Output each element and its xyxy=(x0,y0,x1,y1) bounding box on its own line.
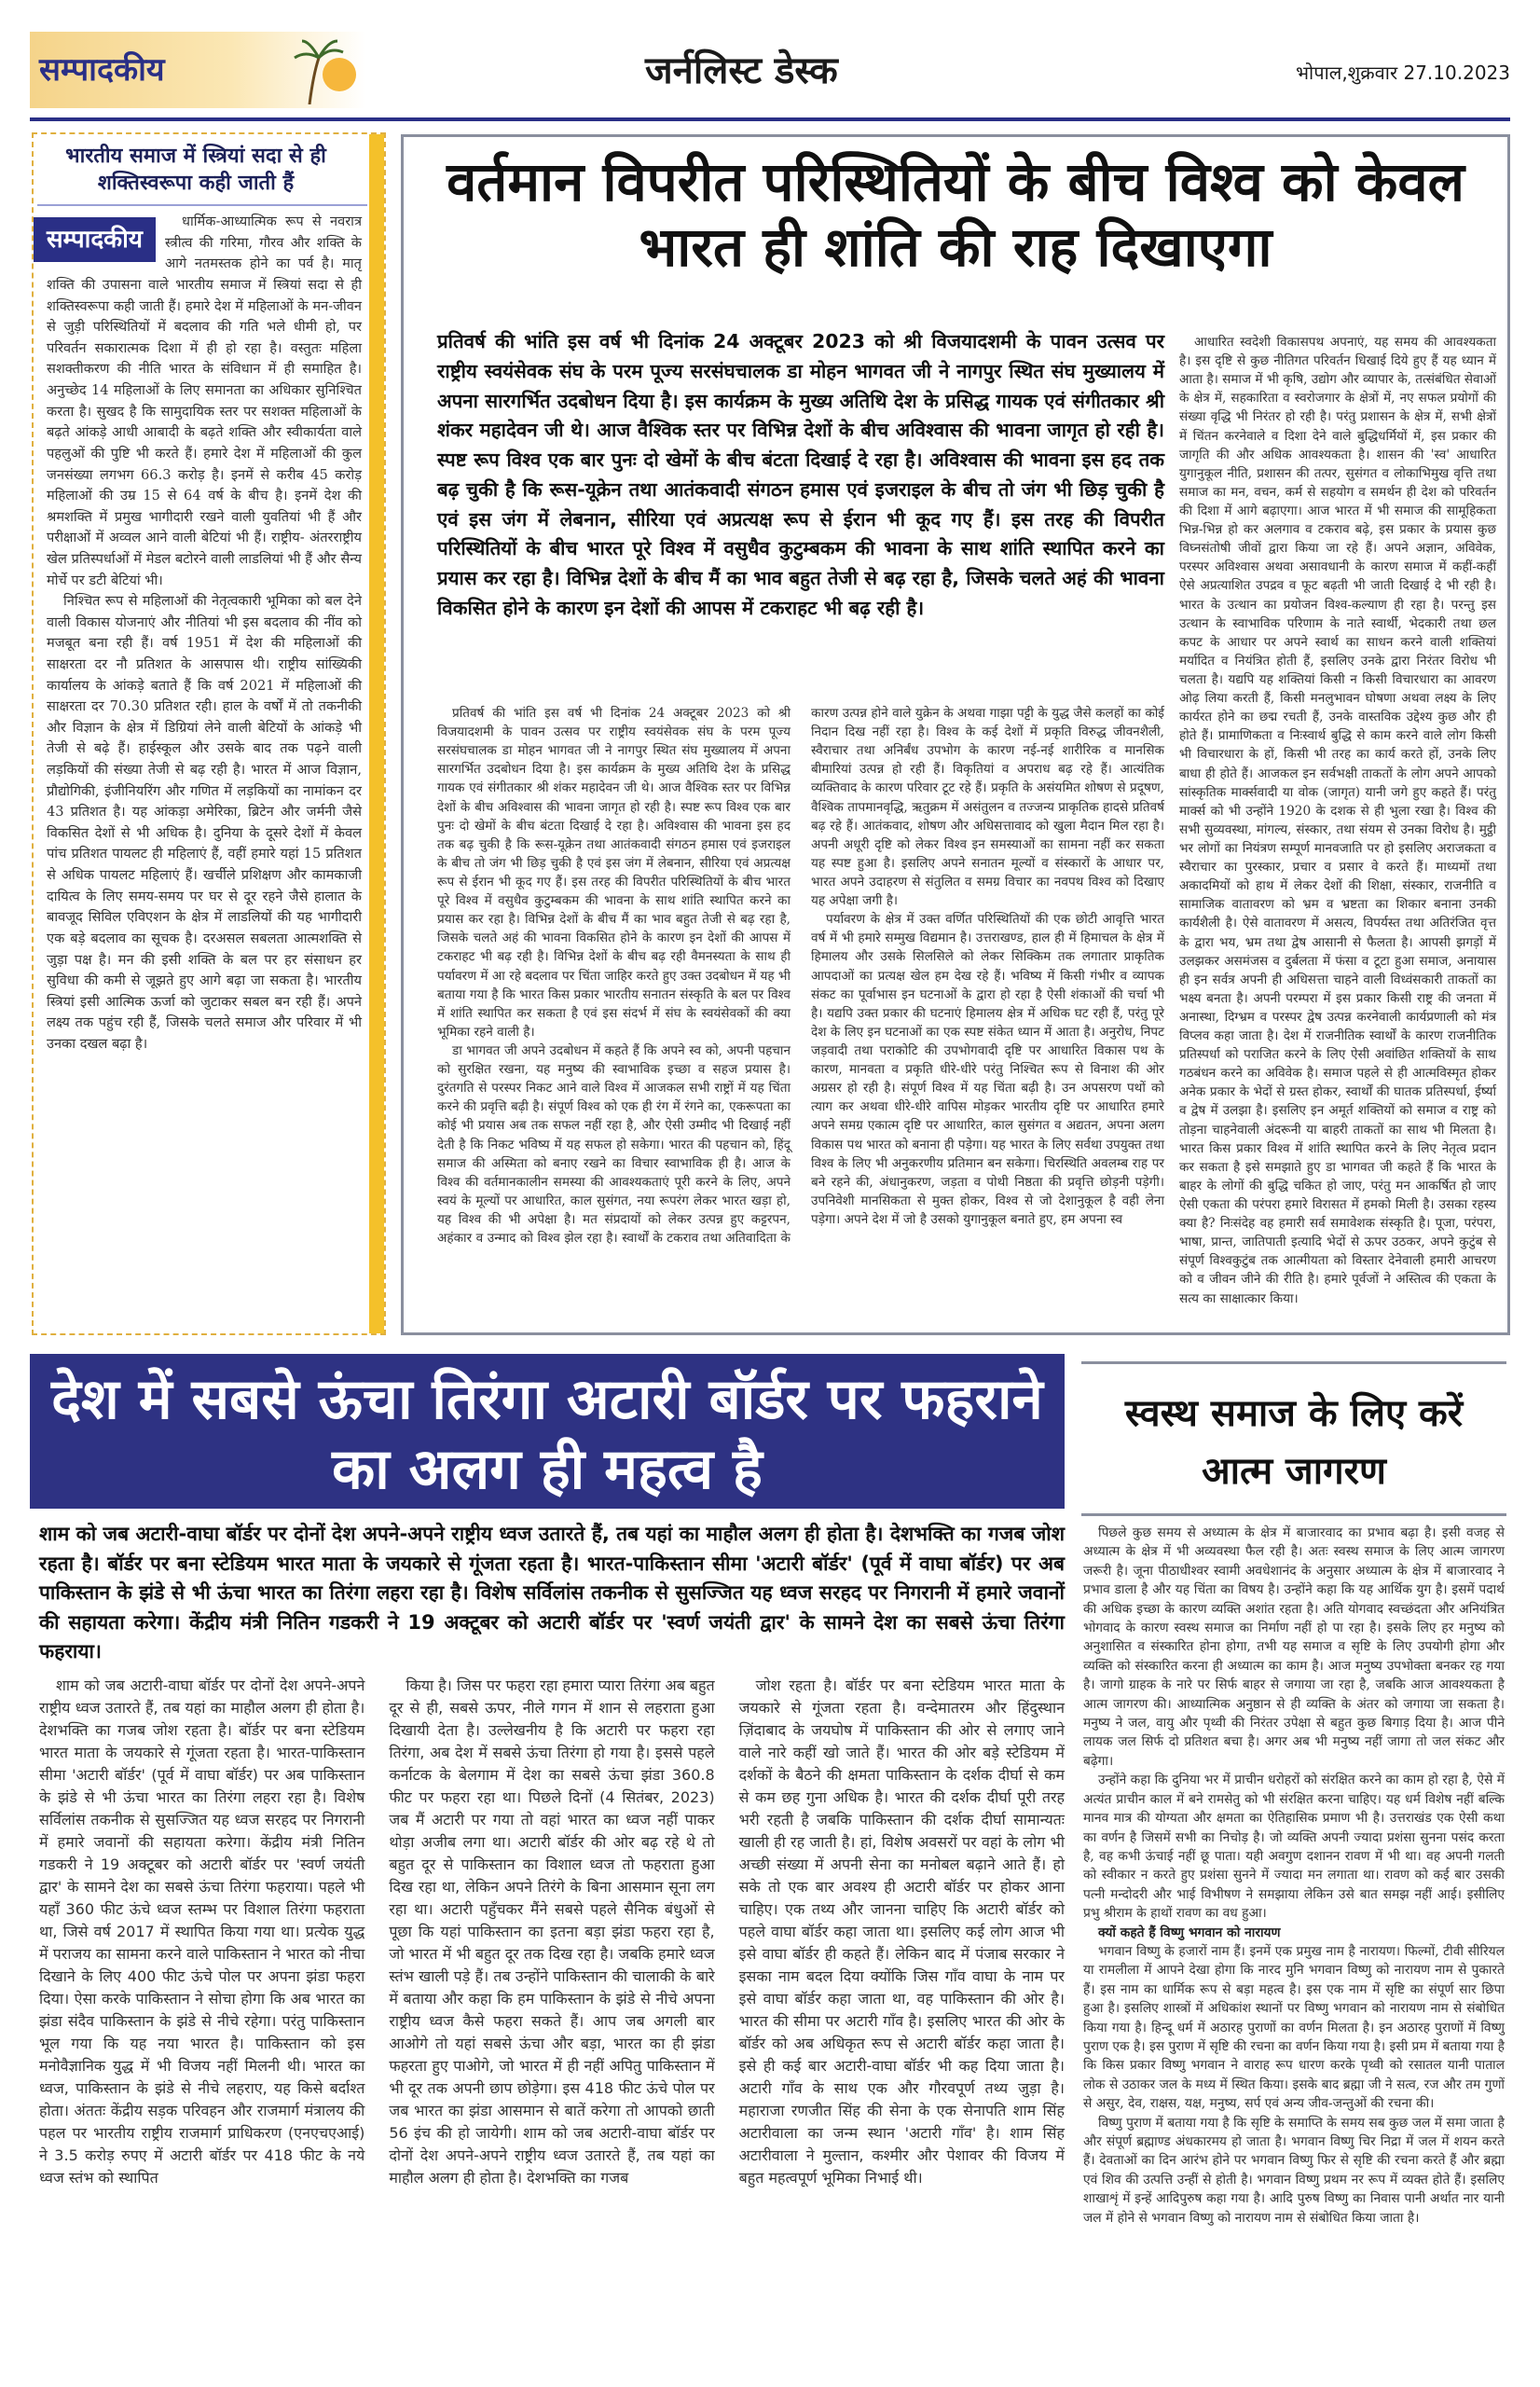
sidebar-headline: भारतीय समाज में स्त्रियां सदा से ही शक्तिस्वरूपा कही जाती हैं xyxy=(37,134,367,206)
main-headline: वर्तमान विपरीत परिस्थितियों के बीच विश्व को केवल भारत ही शांति की राह दिखाएगा xyxy=(447,150,1464,279)
section-label: सम्पादकीय xyxy=(39,51,165,89)
main-paragraph: पर्यावरण के क्षेत्र में उक्त वर्णित परिस्थितियों की एक छोटी आवृत्ति भारत वर्ष में भी हमारे सम्मुख विद्यमान है। उत्तराखण्ड, हाल ही में हिमाचल के क्षेत्र में हिमालय और उसके सिलसिले को लेकर सिक्किम तक लगातार प्राकृतिक आपदाओं का प्रत्यक्ष खेल हम देख रहे हैं। भविष्य में किसी गंभीर व व्यापक संकट का पूर्वाभास इन घटनाओं के द्वारा हो रहा है ऐसी शंकाओं की चर्चा भी है। यद्यपि उक्त प्रकार की घटनाएं हिमालय क्षेत्र में अधिक घट रही हैं, परंतु पूरे देश के लिए इन घटनाओं का एक स्पष्ट संकेत ध्यान में आता है। अनुरोध, निपट जड़वादी तथा पराकोटि की उपभोगवादी दृष्टि पर आधारित विकास पथ के कारण, मानवता व प्रकृति धीरे-धीरे परंतु निश्चित रूप से विनाश की ओर अग्रसर हो रही है। संपूर्ण विश्व में यह चिंता बढ़ी है। उन अपसरण पथों को त्याग कर अथवा धीरे-धीरे वापिस मोड़कर भारतीय दृष्टि पर आधारित हमारे अपने समग्र एकात्म दृष्टि पर आधारित, काल सुसंगत व अद्यतन, अपना अलग विकास पथ भारत को बनाना ही पड़ेगा। यह भारत के लिए सर्वथा उपयुक्त तथा विश्व के लिए भी अनुकरणीय प्रतिमान बन सकेगा। चिरस्थिति अवलम्ब राह पर बने रहने की, अंधानुकरण, जड़ता व पोथी निष्ठता की प्रवृत्ति छोड़नी पड़ेगी। उपनिवेशी मानसिकता से मुक्त होकर, विश्व से जो देशानुकूल है वही लेना पड़ेगा। अपने देश में जो है उसको युगानुकूल बनाते हुए, हम अपना स्व xyxy=(811,912,1164,1227)
sidebar-stripe xyxy=(369,134,384,1333)
desk-title: जर्नलिस्ट डेस्क xyxy=(645,49,838,92)
health-paragraph: विष्णु पुराण में बताया गया है कि सृष्टि के समाप्ति के समय सब कुछ जल में समा जाता है और संपूर्ण ब्रह्माण्ड अंधकारमय हो जाता है। भगवान विष्णु चिर निद्रा में जल में शयन करते हैं। देवताओं का दिन आरंभ होने पर भगवान विष्णु फिर से सृष्टि की रचना करते हैं और ब्रह्मा एवं शिव की उत्पत्ति उन्हीं से होती है। भगवान विष्णु प्रथम नर रूप में व्यक्त होते हैं। इसलिए शाखाशृं में इन्हें आदिपुरुष कहा गया है। आदि पुरुष विष्णु का निवास पानी अर्थात नार यानी जल में होने से भगवान विष्णु को नारायण नाम से संबोधित किया जाता है। xyxy=(1083,2115,1505,2226)
health-article xyxy=(1078,1361,1510,2365)
dateline: भोपाल,शुक्रवार 27.10.2023 xyxy=(1295,62,1510,84)
main-body-columns xyxy=(437,704,1164,1329)
section-banner xyxy=(30,32,365,108)
main-article xyxy=(401,134,1510,1335)
palm-tree-icon xyxy=(282,37,365,104)
health-paragraph: पिछले कुछ समय से अध्यात्म के क्षेत्र में बाजारवाद का प्रभाव बढ़ा है। इसी वजह से अध्यात्म के क्षेत्र में भी अव्यवस्था फैल रही है। अतः स्वस्थ समाज के लिए आत्म जागरण जरूरी है। जूना पीठाधीश्वर स्वामी अवधेशानंद के अनुसार अध्यात्म के क्षेत्र में बाजारवाद ने प्रभाव डाला है और यह चिंता का विषय है। उन्होंने कहा कि यह आर्थिक युग है। इसमें पदार्थ की अधिक इच्छा के कारण व्यक्ति अशांत रहता है। अति योगवाद स्वच्छंदता और अनियंत्रित भोगवाद के कारण स्वस्थ समाज का निर्माण नहीं हो पा रहा है। इसके लिए हर मनुष्य को अनुशासित व संस्कारित होना होगा, तभी यह समाज व सृष्टि के लिए उपयोगी होगा और व्यक्ति को संस्कारित करना ही अध्यात्म का काम है। आज मनुष्य उपभोक्ता बनकर रह गया है। जागो ग्राहक के नारे पर सिर्फ बाहर से जगाया जा रहा है, जबकि आज आवश्यकता है आत्म जागरण की। आध्यात्मिक अनुष्ठान से ही व्यक्ति के अंतर को जगाया जा सकता है। मनुष्य ने जल, वायु और पृथ्वी की निरंतर उपेक्षा से बहुत कुछ बिगाड़ दिया है। आज पीने लायक जल सिर्फ दो प्रतिशत बचा है। अगर अब भी मनुष्य नहीं जागा तो जल संकट और बढ़ेगा। xyxy=(1083,1525,1505,1769)
health-subheading: क्यों कहते हैं विष्णु भगवान को नारायण xyxy=(1098,1925,1281,1940)
masthead-rule xyxy=(30,117,1510,121)
masthead xyxy=(30,32,1510,129)
health-body xyxy=(1078,1516,1510,2228)
main-right-column xyxy=(1179,333,1496,1308)
health-paragraph: उन्होंने कहा कि दुनिया भर में प्राचीन धरोहरों को संरक्षित करने का काम हो रहा है, ऐसे में अत्यंत प्राचीन काल में बने रामसेतु को भी संरक्षित करना चाहिए। यह धर्म विशेष नहीं बल्कि मानव मात्र की योग्यता और क्षमता का ऐतिहासिक प्रमाण भी है। उत्तराखंड एक ऐसी कथा का वर्णन है जिसमें सभी का निचोड़ है। जो व्यक्ति अपनी ज्यादा प्रशंसा सुनना पसंद करता है, वह कभी ऊंचाई नहीं छू पाता। यही अवगुण दशानन रावण में भी था। वह अपनी गलती को स्वीकार न करते हुए प्रशंसा सुनने में ज्यादा मन लगाता था। रावण को कई बार उसकी पत्नी मन्दोदरी और भाई विभीषण ने समझाया लेकिन उसे बात समझ नहीं आई। इसीलिए प्रभु श्रीराम के हाथों रावण का वध हुआ। xyxy=(1083,1773,1505,1922)
editorial-badge: सम्पादकीय xyxy=(34,217,156,262)
sidebar-paragraph: धार्मिक-आध्यात्मिक रूप से नवरात्र स्त्रीत्व की गरिमा, गौरव और शक्ति के आगे नतमस्तक होने का पर्व है। मातृ शक्ति की उपासना वाले भारतीय समाज में स्त्रियां सदा से ही शक्तिस्वरूपा कही जाती हैं। हमारे देश में महिलाओं के मन-जीवन से जुड़ी परिस्थितियों में बदलाव की गति भले धीमी हो, पर परिवर्तन सकारात्मक दिशा में ही हो रहा है। वस्तुतः महिला सशक्तीकरण की नीति भारत के संविधान में ही समाहित है। अनुच्छेद 14 महिलाओं के लिए समानता का अधिकार सुनिश्चित करता है। सुखद है कि सामुदायिक स्तर पर सशक्त महिलाओं के बढ़ते आंकड़े आधी आबादी के बढ़ते शक्ति और स्वीकार्यता वाले पहलुओं की पुष्टि भी करते हैं। हमारे देश में महिलाओं की कुल जनसंख्या लगभग 66.3 करोड़ है। इनमें से करीब 45 करोड़ महिलाओं की उम्र 15 से 64 वर्ष के बीच है। इनमें देश की श्रमशक्ति में प्रमुख भागीदारी रखने वाली युवतियां भी हैं और परीक्षाओं में अव्वल आने वाली बेटियां भी हैं। राष्ट्रीय- अंतरराष्ट्रीय खेल प्रतिस्पर्धाओं में मेडल बटोरने वाली लाडलियां भी हैं और सैन्य मोर्चे पर डटी बेटियां भी। xyxy=(47,214,362,588)
tiranga-headline: देश में सबसे ऊंचा तिरंगा अटारी बॉर्डर पर फहराने का अलग ही महत्व है xyxy=(51,1367,1043,1502)
health-paragraph: भगवान विष्णु के हजारों नाम हैं। इनमें एक प्रमुख नाम है नारायण। फिल्मों, टीवी सीरियल या रामलीला में आपने देखा होगा कि नारद मुनि भगवान विष्णु को नारायण नाम से पुकारते हैं। इस नाम का धार्मिक रूप से बड़ा महत्व है। इस एक नाम में सृष्टि का संपूर्ण सार छिपा हुआ है। इसलिए शास्त्रों में अधिकांश स्थानों पर विष्णु भगवान को नारायण नाम से संबोधित किया गया है। हिन्दू धर्म में अठारह पुराणों का वर्णन मिलता है। इन अठारह पुराणों में विष्णु पुराण एक है। इस पुराण में सृष्टि की रचना का वर्णन किया गया है। इसी प्रम में बताया गया है कि किस प्रकार विष्णु भगवान ने वाराह रूप धारण करके पृथ्वी को रसातल यानी पाताल लोक से उठाकर जल के मध्य में स्थित किया। इसके बाद ब्रह्मा जी ने सत्व, रज और तम गुणों से असुर, देव, राक्षस, यक्ष, मनुष्य, सर्प एवं अन्य जीव-जन्तुओं की रचना की। xyxy=(1083,1943,1505,2112)
main-paragraph: प्रतिवर्ष की भांति इस वर्ष भी दिनांक 24 अक्टूबर 2023 को श्री विजयादशमी के पावन उत्सव पर राष्ट्रीय स्वयंसेवक संघ के परम पूज्य सरसंघचालक डा मोहन भागवत जी ने नागपुर स्थित संघ मुख्यालय में अपना सारगर्भित उदबोधन दिया है। इस कार्यक्रम के मुख्य अतिथि देश के प्रसिद्ध गायक एवं संगीतकार श्री शंकर महादेवन जी थे। आज वैश्विक स्तर पर विभिन्न देशों के बीच अविश्वास की भावना जागृत हो रही है। स्पष्ट रूप विश्व एक बार पुनः दो खेमों के बीच बंटता दिखाई दे रहा है। अविश्वास की भावना इस हद तक बढ़ चुकी है कि रूस-यूक्रेन तथा आतंकवादी संगठन हमास एवं इजराइल के बीच तो जंग भी छिड़ चुकी है एवं इस जंग में लेबनान, सीरिया एवं अप्रत्यक्ष रूप से ईरान भी कूद गए हैं। इस तरह की विपरीत परिस्थितियों के बीच भारत पूरे विश्व में वसुधैव कुटुम्बकम की भावना के साथ शांति स्थापित करने का प्रयास कर रहा है। विभिन्न देशों के बीच मैं का भाव बहुत तेजी से बढ़ रहा है, जिसके चलते अहं की भावना विकसित होने के कारण इन देशों की आपस में टकराहट भी बढ़ रही है। विभिन्न देशों के बीच बढ़ रही वैमनस्यता के साथ ही पर्यावरण में आ रहे बदलाव पर चिंता जाहिर करते हुए उक्त उदबोधन में यह भी बताया गया है कि भारत किस प्रकार भारतीय सनातन संस्कृति के बल पर विश्व में शांति स्थापित कर सकता है एवं इस संदर्भ में संघ के स्वयंसेवकों की क्या भूमिका रहने वाली है। xyxy=(437,706,791,1040)
main-lead: प्रतिवर्ष की भांति इस वर्ष भी दिनांक 24 अक्टूबर 2023 को श्री विजयादशमी के पावन उत्सव पर राष्ट्रीय स्वयंसेवक संघ के परम पूज्य सरसंघचालक डा मोहन भागवत जी ने नागपुर स्थित संघ मुख्यालय में अपना सारगर्भित उदबोधन दिया है। इस कार्यक्रम के मुख्य अतिथि देश के प्रसिद्ध गायक एवं संगीतकार श्री शंकर महादेवन जी थे। आज वैश्विक स्तर पर विभिन्न देशों के बीच अविश्वास की भावना जागृत हो रही है। स्पष्ट रूप विश्व एक बार पुनः दो खेमों के बीच बंटता दिखाई दे रहा है। अविश्वास की भावना इस हद तक बढ़ चुकी है कि रूस-यूक्रेन तथा आतंकवादी संगठन हमास एवं इजराइल के बीच तो जंग भी छिड़ चुकी है एवं इस जंग में लेबनान, सीरिया एवं अप्रत्यक्ष रूप से ईरान भी कूद गए हैं। इस तरह की विपरीत परिस्थितियों के बीच भारत पूरे विश्व में वसुधैव कुटुम्बकम की भावना के साथ शांति स्थापित करने का प्रयास कर रहा है। विभिन्न देशों के बीच मैं का भाव बहुत तेजी से बढ़ रहा है, जिसके चलते अहं की भावना विकसित होने के कारण इन देशों की आपस में टकराहट भी बढ़ रही है। xyxy=(437,330,1164,619)
tiranga-paragraph: किया है। जिस पर फहरा रहा हमारा प्यारा तिरंगा अब बहुत दूर से ही, सबसे ऊपर, नीले गगन में शान से लहराता हुआ दिखायी देता है। उल्लेखनीय है कि अटारी पर फहरा रहा तिरंगा, अब देश में सबसे ऊंचा तिरंगा हो गया है। इससे पहले कर्नाटक के बेलगाम में देश का सबसे ऊंचा झंडा 360.8 फीट पर फहरा रहा था। पिछले दिनों (4 सितंबर, 2023) जब मैं अटारी पर गया तो वहां भारत का ध्वज नहीं पाकर थोड़ा अजीब लगा था। अटारी बॉर्डर की ओर बढ़ रहे थे तो बहुत दूर से पाकिस्तान का विशाल ध्वज तो फहराता हुआ दिख रहा था, लेकिन अपने तिरंगे के बिना आसमान सूना लग रहा था। अटारी पहुँचकर मैंने सबसे पहले सैनिक बंधुओं से पूछा कि यहां पाकिस्तान का इतना बड़ा झंडा फहरा रहा है, जो भारत में भी बहुत दूर तक दिख रहा है। जबकि हमारे ध्वज स्तंभ खाली पड़े हैं। तब उन्होंने पाकिस्तान की चालाकी के बारे में बताया और कहा कि हम पाकिस्तान के झंडे से नीचे अपना राष्ट्रीय ध्वज कैसे फहरा सकते हैं। आप जब अगली बार आओगे तो यहां सबसे ऊंचा और बड़ा, भारत का ही झंडा फहरता हुए पाओगे, जो भारत में ही नहीं अपितु पाकिस्तान में भी दूर तक अपनी छाप छोड़ेगा। इस 418 फीट ऊंचे पोल पर जब भारत का झंडा आसमान से बातें करेगा तो आपको छाती 56 इंच की हो जायेगी। शाम को जब अटारी-वाघा बॉर्डर पर दोनों देश अपने-अपने राष्ट्रीय ध्वज उतारते हैं, तब यहां का माहौल अलग ही होता है। देशभक्ति का गजब xyxy=(389,1676,715,2187)
sidebar-editorial xyxy=(32,132,386,1335)
tiranga-lead: शाम को जब अटारी-वाघा बॉर्डर पर दोनों देश अपने-अपने राष्ट्रीय ध्वज उतारते हैं, तब यहां का माहौल अलग ही होता है। देशभक्ति का गजब जोश रहता है। बॉर्डर पर बना स्टेडियम भारत माता के जयकारे से गूंजता रहता है। भारत-पाकिस्तान सीमा 'अटारी बॉर्डर' (पूर्व में वाघा बॉर्डर) पर अब पाकिस्तान के झंडे से भी ऊंचा भारत का तिरंगा लहरा रहा है। विशेष सर्विलांस तकनीक से सुसज्जित यह ध्वज सरहद पर निगरानी में हमारे जवानों की सहायता करेगा। केंद्रीय मंत्री नितिन गडकरी ने 19 अक्टूबर को अटारी बॉर्डर पर 'स्वर्ण जयंती द्वार' के सामने देश का सबसे ऊंचा तिरंगा फहराया। xyxy=(39,1523,1065,1663)
tiranga-body-columns xyxy=(39,1675,1065,2355)
tiranga-paragraph: शाम को जब अटारी-वाघा बॉर्डर पर दोनों देश अपने-अपने राष्ट्रीय ध्वज उतारते हैं, तब यहां का माहौल अलग ही होता है। देशभक्ति का गजब जोश रहता है। बॉर्डर पर बना स्टेडियम भारत माता के जयकारे से गूंजता रहता है। भारत-पाकिस्तान सीमा 'अटारी बॉर्डर' (पूर्व में वाघा बॉर्डर) पर अब पाकिस्तान के झंडे से भी ऊंचा भारत का तिरंगा लहरा रहा है। विशेष सर्विलांस तकनीक से सुसज्जित यह ध्वज सरहद पर निगरानी में हमारे जवानों की सहायता करेगा। केंद्रीय मंत्री नितिन गडकरी ने 19 अक्टूबर को अटारी बॉर्डर पर 'स्वर्ण जयंती द्वार' के सामने देश का सबसे ऊंचा तिरंगा फहराया। पहले भी यहाँ 360 फीट ऊंचे ध्वज स्तम्भ पर विशाल तिरंगा फहराता था, जिसे वर्ष 2017 में स्थापित किया गया था। प्रत्येक युद्ध में पराजय का सामना करने वाले पाकिस्तान ने भारत को नीचा दिखाने के लिए 400 फीट ऊंचे पोल पर अपना झंडा फहरा दिया। ऐसा करके पाकिस्तान ने सोचा होगा कि अब भारत का झंडा संदैव पाकिस्तान के झंडे से नीचे रहेगा। परंतु पाकिस्तान भूल गया कि यह नया भारत है। पाकिस्तान को इस मनोवैज्ञानिक युद्ध में भी विजय नहीं मिलनी थी। भारत का ध्वज, पाकिस्तान के झंडे से नीचे लहराए, यह किसे बर्दाश्त होता। अंततः केंद्रीय सड़क परिवहन और राजमार्ग मंत्रालय की पहल पर भारतीय राष्ट्रीय राजमार्ग प्राधिकरण (एनएचएआई) ने 3.5 करोड़ रुपए में अटारी बॉर्डर पर 418 फीट के नये ध्वज स्तंभ को स्थापित xyxy=(39,1676,365,2187)
tiranga-headline-band xyxy=(30,1354,1065,1509)
main-paragraph: आधारित स्वदेशी विकासपथ अपनाएं, यह समय की आवश्यकता है। इस दृष्टि से कुछ नीतिगत परिवर्तन धिखाई दिये हुए हैं यह ध्यान में आता है। समाज में भी कृषि, उद्योग और व्यापार के, तत्संबंधित सेवाओं के क्षेत्र में, सहकारिता व स्वरोजगार के क्षेत्रों में, नए सफल प्रयोगों की संख्या वृद्धि भी निरंतर हो रही है। परंतु प्रशासन के क्षेत्र में, सभी क्षेत्रों में चिंतन करनेवाले व दिशा देने वाले बुद्धिधर्मियों में, इस प्रकार की जागृति की और अधिक आवश्यकता है। शासन की 'स्व' आधारित युगानुकूल नीति, प्रशासन की तत्पर, सुसंगत व लोकाभिमुख वृत्ति तथा समाज का मन, वचन, कर्म से सहयोग व समर्थन ही देश को परिवर्तन की दिशा में आगे बढ़ाएगा। आज भारत में भी समाज की सामूहिकता भिन्न-भिन्न हो कर अलगाव व टकराव बढ़े, इस प्रकार के प्रयास कुछ विघ्नसंतोषी जीवों द्वारा किया जा रहे हैं। अपने अज्ञान, अविवेक, परस्पर अविश्वास अथवा असावधानी के कारण समाज में कहीं-कहीं ऐसे अप्रत्याशित उपद्रव व फूट बढ़ती भी जाती दिखाई दे भी रही है। भारत के उत्थान का प्रयोजन विश्व-कल्याण ही रहा है। परन्तु इस उत्थान के स्वाभाविक परिणाम के नाते स्वार्थी, भेदकारी तथा छल कपट के आधार पर अपने स्वार्थ का साधन करने वाली शक्तियां मर्यादित व नियंत्रित होती हैं, इसलिए उनके द्वारा निरंतर विरोध भी चलता है। यद्यपि यह शक्तियां किसी न किसी विचारधारा का आवरण ओढ़ लिया करती हैं, किसी मनलुभावन घोषणा अथवा लक्ष्य के लिए कार्यरत होने का छद्म रचती हैं, उनके वास्तविक उद्देश्य कुछ और ही होते हैं। प्रामाणिकता व निःस्वार्थ बुद्धि से काम करने वाले लोग किसी भी विचारधारा के हों, किसी भी तरह का कार्य करते हों, उनके लिए बाधा ही होते हैं। आजकल इन सर्वभक्षी ताकतों के लोग अपने आपको सांस्कृतिक मार्क्सवादी या वोक (जागृत) यानी जगे हुए कहते हैं। परंतु मार्क्स को भी उन्होंने 1920 के दशक से ही भुला रखा है। विश्व की सभी सुव्यवस्था, मांगल्य, संस्कार, तथा संयम से उनका विरोध है। मुट्ठी भर लोगों का नियंत्रण सम्पूर्ण मानवजाति पर हो इसलिए अराजकता व स्वैराचार का पुरस्कार, प्रचार व प्रसार वे करते हैं। माध्यमों तथा अकादमियों को हाथ में लेकर देशों की शिक्षा, संस्कार, राजनीति व सामाजिक वातावरण को भ्रम व भ्रष्टता का शिकार बनाना उनकी कार्यशैली है। ऐसे वातावरण में असत्य, विपर्यस्त तथा अतिरंजित वृत्त के द्वारा भय, भ्रम तथा द्वेष आसानी से फैलता है। आपसी झगड़ों में उलझकर असमंजस व दुर्बलता में फंसा व टूटा हुआ समाज, अनायास ही इन सर्वत्र अपनी ही अधिसत्ता चाहने वाली विध्वंसकारी ताकतों का भक्ष्य बनता है। अपनी परम्परा में इस प्रकार किसी राष्ट्र की जनता में अनास्था, दिग्भ्रम व परस्पर द्वेष उत्पन्न करनेवाली कार्यप्रणाली को मंत्र विप्लव कहा जाता है। देश में राजनीतिक स्वार्थों के कारण राजनीतिक प्रतिस्पर्धा को पराजित करने के लिए ऐसी अवांछित शक्तियों के साथ गठबंधन करने का अविवेक है। समाज पहले से ही आत्मविस्मृत होकर अनेक प्रकार के भेदों से ग्रस्त होकर, स्वार्थों की घातक प्रतिस्पर्धा, ईर्ष्या व द्वेष में उलझा है। इसलिए इन अमूर्त शक्तियों को समाज व राष्ट्र को तोड़ना चाहनेवाली अंदरूनी या बाहरी ताकतों का साथ भी मिलता है। भारत किस प्रकार विश्व में शांति स्थापित करने के लिए नेतृत्व प्रदान कर सकता है इसे समझाते हुए डा भागवत जी कहते हैं कि भारत के बाहर के लोगों की बुद्धि चकित हो जाए, परंतु मन आकर्षित हो जाए ऐसी एकता की परंपरा हमारे विरासत में हमको मिली है। उसका रहस्य क्या है? निःसंदेह वह हमारी सर्व समावेशक संस्कृति है। पूजा, परंपरा, भाषा, प्रान्त, जातिपाती इत्यादि भेदों से ऊपर उठकर, अपने कुटुंब से संपूर्ण विश्वकुटुंब तक आत्मीयता को विस्तार देनेवाली हमारी आचरण को व जीवन जीने की रीति है। हमारे पूर्वजों ने अस्तित्व की एकता के सत्य का साक्षात्कार किया। xyxy=(1179,335,1496,1306)
main-paragraph: डा भागवत जी अपने उदबोधन में कहते हैं कि अपने स्व को, अपनी पहचान को सुरक्षित रखना, यह मनुष्य की स्वाभाविक इच्छा व सहज प्रयास है। दुरंतगति से परस्पर निकट आने वाले विश्व में आजकल सभी राष्ट्रों में यह चिंता करने की प्रवृत्ति बढ़ी है। संपूर्ण विश्व को एक ही रंग में रंगने का, एकरूपता का कोई भी प्रयास अब तक सफल नहीं रहा है, और ऐसी उम्मीद भी दिखाई नहीं देती है कि निकट भविष्य में यह सफल हो सकेगा। भारत की पहचान को, हिंदू समाज की अस्मिता को बनाए रखने का विचार स्वाभाविक ही है। आज के विश्व की वर्तमानकालीन समस्या की आवश्यकताएं पूरी करने के लिए, अपने स्वयं के मूल्यों पर आधारित, काल सुसंगत, नया रूपरंग लेकर भारत खड़ा हो, यह विश्व की भी अपेक्षा है। मत संप्रदायों को लेकर उत्पन्न हुए कट्टरपन, अहंकार व उन्माद को विश्व झेल रहा है। स्वार्थों के टकराव तथा अतिवादिता के कारण उत्पन्न होने वाले युक्रेन के अथवा गाझा पट्टी के युद्ध जैसे कलहों का कोई निदान दिख नहीं रहा है। विश्व के कई देशों में प्रकृति विरुद्ध जीवनशैली, स्वैराचार तथा अनिर्बंध उपभोग के कारण नई-नई शारीरिक व मानसिक बीमारियां उत्पन्न हो रही हैं। विकृतियां व अपराध बढ़ रहे हैं। आत्यंतिक व्यक्तिवाद के कारण परिवार टूट रहे हैं। प्रकृति के असंयमित शोषण से प्रदूषण, वैश्विक तापमानवृद्धि, ऋतुक्रम में असंतुलन व तज्जन्य प्राकृतिक हादसे प्रतिवर्ष बढ़ रहे हैं। आतंकवाद, शोषण और अधिसत्तावाद को खुला मैदान मिल रहा है। अपनी अधूरी दृष्टि को लेकर विश्व इन समस्याओं का सामना नहीं कर सकता यह स्पष्ट हुआ है। इसलिए अपने सनातन मूल्यों व संस्कारों के आधार पर, भारत अपने उदाहरण से संतुलित व समग्र विचार का नवपथ विश्व को दिखाए यह अपेक्षा जगी है। xyxy=(437,706,1164,1247)
health-headline: स्वस्थ समाज के लिए करें आत्म जागरण xyxy=(1081,1361,1506,1516)
sidebar-body xyxy=(34,206,384,1055)
sidebar-paragraph: निश्चित रूप से महिलाओं की नेतृत्वकारी भूमिका को बल देने वाली विकास योजनाएं और नीतियां भी इस बदलाव की नींव को मजबूत बना रही हैं। वर्ष 1951 में देश की महिलाओं की साक्षरता दर नौ प्रतिशत के आसपास थी। राष्ट्रीय सांख्यिकी कार्यालय के आंकड़े बताते हैं कि वर्ष 2021 में महिलाओं की साक्षरता दर 70.30 प्रतिशत रही। हाल के वर्षों में तो तकनीकी और विज्ञान के क्षेत्र में डिग्रियां लेने वाली बेटियों के आंकड़े भी तेजी से बढ़े हैं। हाईस्कूल और उसके बाद तक पढ़ने वाली लड़कियों की संख्या तेजी से बढ़ रही है। भारत में आज विज्ञान, प्रौद्योगिकी, इंजीनियरिंग और गणित में लड़कियों का नामांकन दर 43 प्रतिशत है। यह आंकड़ा अमेरिका, ब्रिटेन और जर्मनी जैसे विकसित देशों से भी अधिक है। दुनिया के दूसरे देशों में केवल पांच प्रतिशत पायलट ही महिलाएं हैं, वहीं हमारे यहां 15 प्रतिशत से अधिक पायलट महिलाएं हैं। खर्चीले प्रशिक्षण और कामकाजी दायित्व के लिए समय-समय पर घर से दूर रहने जैसे हालात के बावजूद सिविल एविएशन के क्षेत्र में लाडलियों की यह भागीदारी एक बड़े बदलाव का सूचक है। दरअसल सबलता आत्मशक्ति से जुड़ा पक्ष है। मन की इसी शक्ति के बल पर हर संसाधन हर सुविधा की कमी से जूझते हुए आगे बढ़ा जा सकता है। भारतीय स्त्रियां इसी आत्मिक ऊर्जा को जुटाकर सबल बन रही हैं। अपने लक्ष्य तक पहुंच रही हैं, जिसके चलते समाज और परिवार में भी उनका दखल बढ़ा है। xyxy=(47,593,362,1052)
tiranga-paragraph: जोश रहता है। बॉर्डर पर बना स्टेडियम भारत माता के जयकारे से गूंजता रहता है। वन्देमातरम और हिंदुस्थान ज़िंदाबाद के जयघोष में पाकिस्तान की ओर से लगाए जाने वाले नारे कहीं खो जाते हैं। भारत की ओर बड़े स्टेडियम में दर्शकों के बैठने की क्षमता पाकिस्तान के दर्शक दीर्घा से कम से कम छह गुना अधिक है। भारत की दर्शक दीर्घा पूरी तरह भरी रहती है जबकि पाकिस्तान की दर्शक दीर्घा सामान्यतः खाली ही रह जाती है। हां, विशेष अवसरों पर वहां के लोग भी अच्छी संख्या में अपनी सेना का मनोबल बढ़ाने आते हैं। हो सके तो एक बार अवश्य ही अटारी बॉर्डर पर होकर आना चाहिए। एक तथ्य और जानना चाहिए कि अटारी बॉर्डर को पहले वाघा बॉर्डर कहा जाता था। इसलिए कई लोग आज भी इसे वाघा बॉर्डर ही कहते हैं। लेकिन बाद में पंजाब सरकार ने इसका नाम बदल दिया क्योंकि जिस गाँव वाघा के नाम पर इसे वाघा बॉर्डर कहा जाता था, वह पाकिस्तान की ओर है। भारत की सीमा पर अटारी गाँव है। इसलिए भारत की ओर के बॉर्डर को अब अधिकृत रूप से अटारी बॉर्डर कहा जाता है। इसे ही कई बार अटारी-वाघा बॉर्डर भी कह दिया जाता है। अटारी गाँव के साथ एक और गौरवपूर्ण तथ्य जुड़ा है। महाराजा रणजीत सिंह की सेना के एक सेनापति शाम सिंह अटारीवाला का जन्म स्थान 'अटारी गाँव' है। शाम सिंह अटारीवाला ने मुल्तान, कश्मीर और पेशावर की विजय में बहुत महत्वपूर्ण भूमिका निभाई थी। xyxy=(738,1676,1065,2187)
